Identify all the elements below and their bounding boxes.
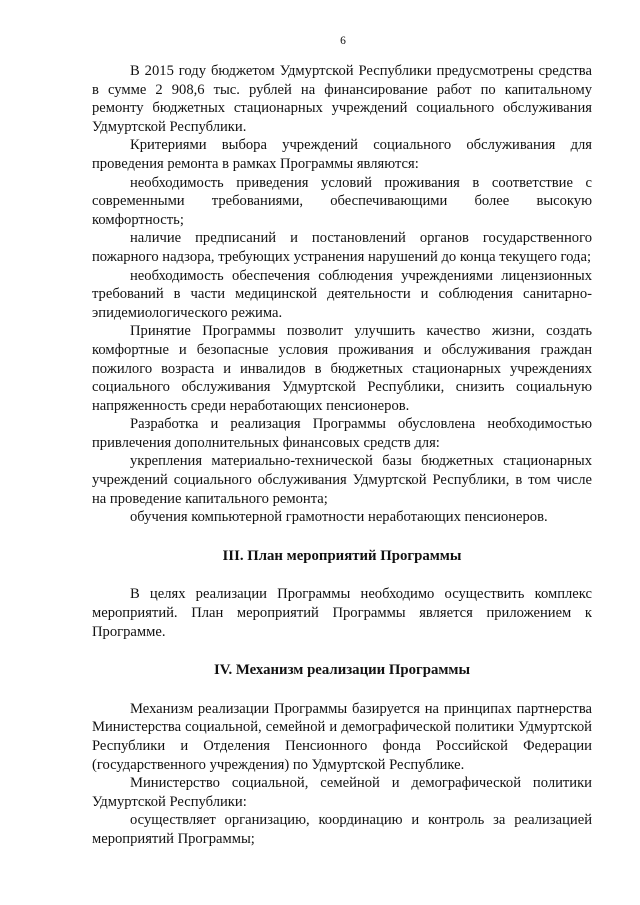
list-item-computer-literacy: обучения компьютерной грамотности неработающих пенсионеров. (130, 509, 548, 526)
list-item-coordination: осуществляет организацию, координацию и контроль за реализацией мероприятий Программы; (92, 812, 592, 847)
list-item-fire-inspection: наличие предписаний и постановлений органов государственного пожарного надзора, требующих устранения нарушений до конца текущего года; (92, 230, 592, 265)
paragraph-funding-need: Разработка и реализация Программы обусловлена необходимостью привлечения дополнительных финансовых средств для: (92, 416, 592, 451)
list-item-modern-requirements: необходимость приведения условий проживания в соответствие с современными требованиями, обеспечивающими более высокую комфортность; (92, 174, 592, 228)
list-item-material-base: укрепления материально-технической базы бюджетных стационарных учреждений социального обслуживания Удмуртской Республики, в том числе на проведение капитального ремонта; (92, 453, 592, 507)
paragraph-selection-criteria: Критериями выбора учреждений социального обслуживания для проведения ремонта в рамках Программы являются: (92, 137, 592, 172)
paragraph-program-benefits: Принятие Программы позволит улучшить качество жизни, создать комфортные и безопасные условия проживания и обслуживания граждан пожилого возраста и инвалидов в бюджетных стационарных учреждениях социального обслуживания Удмуртской Республики, снизить социальную напряженность среди неработающих пенсионеров. (92, 323, 592, 414)
paragraph-action-plan: В целях реализации Программы необходимо осуществить комплекс мероприятий. План мероприятий Программы является приложением к Программе. (92, 586, 592, 640)
list-item-licensing: необходимость обеспечения соблюдения учреждениями лицензионных требований в части медицинской деятельности и соблюдения санитарно-эпидемиологического режима. (92, 267, 592, 321)
paragraph-mechanism: Механизм реализации Программы базируется на принципах партнерства Министерства социальной, семейной и демографической политики Удмуртской Республики и Отделения Пенсионного фонда Российской Федерации (государственного учреждения) по Удмуртской Республике. (92, 700, 592, 773)
paragraph-ministry: Министерство социальной, семейной и демографической политики Удмуртской Республики: (92, 775, 592, 810)
heading-section-4: IV. Механизм реализации Программы (213, 662, 471, 679)
document-body (92, 62, 592, 849)
page-number: 6 (340, 35, 346, 47)
paragraph-budget-2015: В 2015 году бюджетом Удмуртской Республики предусмотрены средства в сумме 2 908,6 тыс. рублей на финансирование работ по капитальному ремонту бюджетных стационарных учреждений социального обслуживания Удмуртской Республики. (92, 63, 592, 135)
heading-section-3: III. План мероприятий Программы (222, 547, 462, 564)
